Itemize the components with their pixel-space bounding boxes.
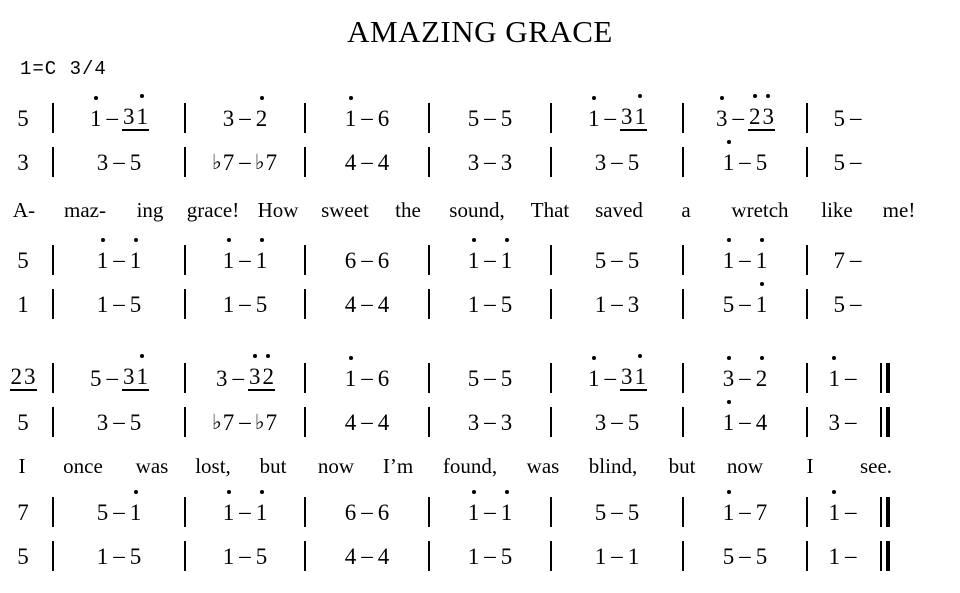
measure: 3 – 32 [216,364,274,391]
lyric-syllable: grace! [186,197,240,222]
barline [806,497,808,527]
barline [682,245,684,275]
barline [550,147,552,177]
barline [550,245,552,275]
barline [304,497,306,527]
barline [304,363,306,393]
barline [52,103,54,133]
measure: 1 – 31 [588,364,646,391]
measure: 1 – 5 [222,543,268,569]
measure: 4 – 4 [344,291,390,317]
lyric-syllable: How [257,197,299,222]
barline [52,147,54,177]
lyric-syllable: wretch [731,197,789,222]
measure: 3 – [828,409,857,435]
final-barline [880,407,890,437]
barline [184,289,186,319]
measure: 1 – 31 [588,104,646,131]
measure: 3 – 5 [594,149,640,175]
lyric-syllable: see. [859,453,893,478]
barline [806,245,808,275]
barline [184,541,186,571]
measure: 3 – 23 [716,104,774,131]
measure: 5 – 5 [467,365,513,391]
measure: 5 – [833,291,862,317]
lyric-syllable: That [530,197,570,222]
barline [806,363,808,393]
measure: 4 – 4 [344,543,390,569]
staff-row-melody-2 [0,358,960,398]
measure: 3 – 3 [467,409,513,435]
barline [682,407,684,437]
barline [428,407,430,437]
measure: 1 – 31 [90,104,148,131]
measure: 3 – 2 [722,365,768,391]
measure: 1 – 1 [467,247,513,273]
measure: 5 – 5 [594,247,640,273]
final-barline [880,497,890,527]
note-group: 5 [17,105,29,131]
measure: 4 – 4 [344,149,390,175]
barline [682,103,684,133]
note-group: 5 [17,247,29,273]
lyric-syllable: the [395,197,421,222]
lyric-syllable: but [259,453,287,478]
measure: 5 – 31 [90,364,148,391]
barline [550,289,552,319]
measure: 5 – 5 [594,499,640,525]
barline [184,363,186,393]
barline [550,541,552,571]
barline [428,245,430,275]
measure: 3 – 5 [96,149,142,175]
barline [428,497,430,527]
measure: 3 – 5 [96,409,142,435]
lyric-syllable: I [806,453,814,478]
lyric-syllable: was [526,453,560,478]
barline [184,245,186,275]
staff-row-melody-1 [0,98,960,138]
note-group: 23 [10,364,36,389]
lyric-syllable: blind, [588,453,638,478]
barline [184,147,186,177]
measure: 1 – [828,499,857,525]
measure: 1 – 5 [222,291,268,317]
measure: 1 – 5 [96,291,142,317]
measure: 3 – 3 [467,149,513,175]
staff-row-accompaniment-lower-1 [0,284,960,324]
measure: 1 – 4 [722,409,768,435]
measure: 5 – 1 [96,499,142,525]
measure: 1 – 5 [467,291,513,317]
measure: ♭ 7 – ♭ 7 [211,149,278,175]
lyric-syllable: now [726,453,764,478]
lyric-syllable: lost, [195,453,231,478]
measure: 1 – 6 [344,105,390,131]
measure: 1 – 5 [722,149,768,175]
barline [304,103,306,133]
barline [550,407,552,437]
staff-row-harmony-2 [0,402,960,442]
measure: 5 – 5 [722,543,768,569]
lyrics-line-1 [0,190,960,230]
measure: 5 – [833,149,862,175]
measure: 6 – 6 [344,247,390,273]
barline [682,289,684,319]
note-group: 5 [17,409,29,435]
barline [428,363,430,393]
lyric-syllable: sound, [449,197,505,222]
barline [682,147,684,177]
lyric-syllable: I’m [382,453,414,478]
measure: 1 – 5 [467,543,513,569]
barline [806,407,808,437]
note-group: 3 [17,149,29,175]
barline [304,541,306,571]
measure: 5 – [833,105,862,131]
barline [806,541,808,571]
measure: 1 – 5 [96,543,142,569]
barline [304,407,306,437]
measure: 1 – 1 [222,499,268,525]
lyric-syllable: like [821,197,853,222]
lyric-syllable: ing [136,197,164,222]
lyric-syllable: maz- [64,197,106,222]
barline [550,363,552,393]
measure: 1 – 6 [344,365,390,391]
final-barline [880,363,890,393]
barline [52,363,54,393]
measure: 3 – 5 [594,409,640,435]
barline [184,497,186,527]
staff-row-accompaniment-upper-1 [0,240,960,280]
measure: 1 – 1 [467,499,513,525]
lyric-syllable: now [317,453,355,478]
barline [428,289,430,319]
barline [52,407,54,437]
lyric-syllable: was [135,453,169,478]
lyric-syllable: a [681,197,691,222]
measure: 1 – 3 [594,291,640,317]
lyric-syllable: sweet [321,197,369,222]
barline [304,245,306,275]
barline [682,497,684,527]
barline [806,289,808,319]
barline [52,245,54,275]
barline [52,541,54,571]
barline [52,289,54,319]
measure: 1 – [828,543,857,569]
lyric-syllable: I [18,453,26,478]
final-barline [880,541,890,571]
measure: 1 – 7 [722,499,768,525]
barline [184,407,186,437]
barline [806,103,808,133]
measure: 6 – 6 [344,499,390,525]
measure: 1 – [828,365,857,391]
staff-row-accompaniment-upper-2 [0,492,960,532]
page-title: AMAZING GRACE [347,14,613,49]
barline [304,289,306,319]
measure: 7 – [833,247,862,273]
barline [428,103,430,133]
measure: 1 – 1 [96,247,142,273]
measure: 1 – 1 [594,543,640,569]
barline [428,541,430,571]
staff-row-accompaniment-lower-2 [0,536,960,576]
lyric-syllable: me! [882,197,916,222]
barline [682,541,684,571]
note-group: 5 [17,543,29,569]
barline [52,497,54,527]
barline [550,497,552,527]
measure: 1 – 1 [222,247,268,273]
barline [682,363,684,393]
lyric-syllable: once [63,453,103,478]
lyrics-line-2 [0,446,960,486]
measure: ♭ 7 – ♭ 7 [211,409,278,435]
staff-row-harmony-1 [0,142,960,182]
measure: 1 – 1 [722,247,768,273]
measure: 5 – 5 [467,105,513,131]
barline [550,103,552,133]
lyric-syllable: A- [12,197,36,222]
barline [184,103,186,133]
lyric-syllable: found, [442,453,498,478]
lyric-syllable: saved [595,197,643,222]
measure: 3 – 2 [222,105,268,131]
barline [806,147,808,177]
note-group: 1 [17,291,29,317]
measure: 4 – 4 [344,409,390,435]
key-signature: 1=C 3/4 [20,58,107,80]
lyric-syllable: but [668,453,696,478]
note-group: 7 [17,499,29,525]
barline [428,147,430,177]
barline [304,147,306,177]
measure: 5 – 1 [722,291,768,317]
